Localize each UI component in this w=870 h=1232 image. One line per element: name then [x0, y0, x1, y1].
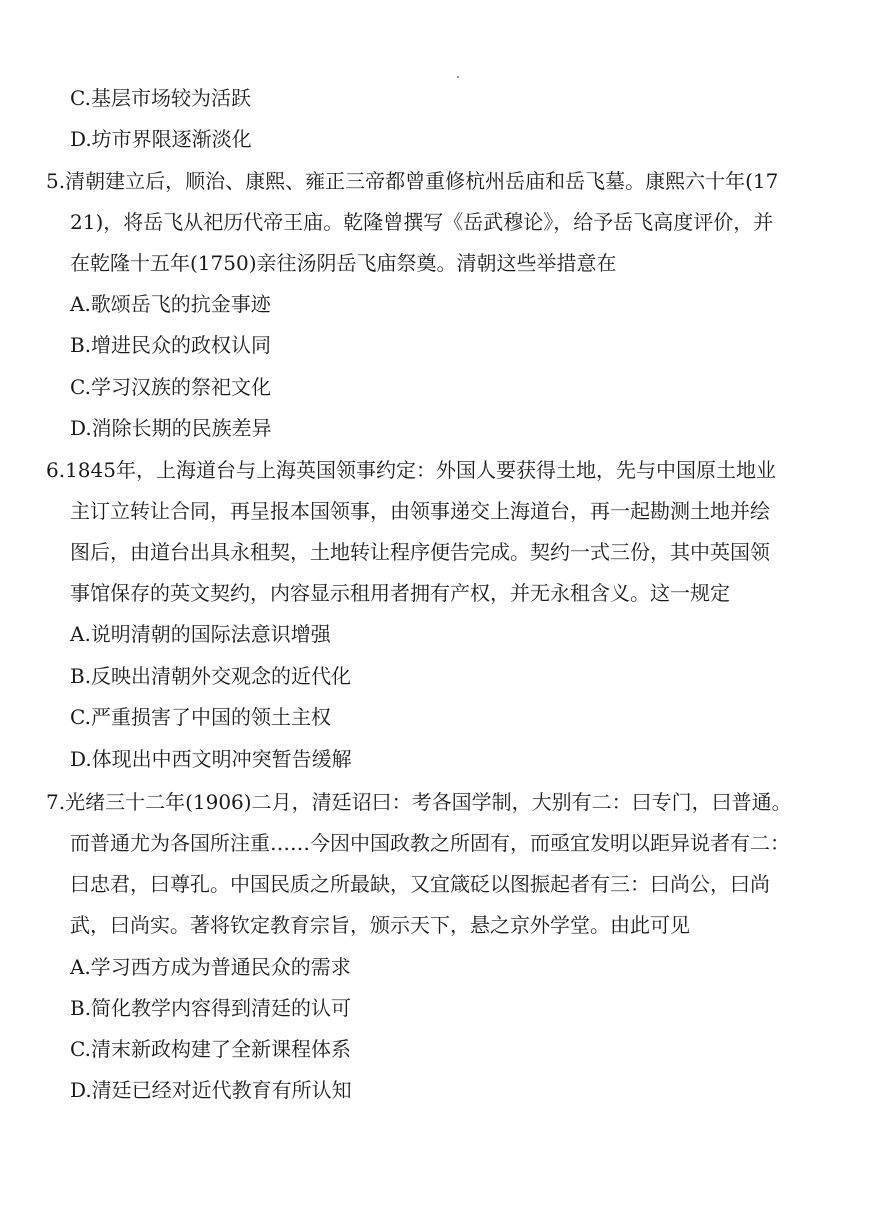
q6-stem-line-1: 6.1845年，上海道台与上海英国领事约定：外国人要获得土地，先与中国原土地业 [46, 458, 776, 482]
q7-stem-line-1: 7.光绪三十二年(1906)二月，清廷诏曰：考各国学制，大别有二：曰专门，曰普通。 [46, 790, 792, 814]
prev-option-c: C.基层市场较为活跃 [70, 86, 251, 110]
q7-stem-line-2: 而普通尤为各国所注重……今因中国政教之所固有，而亟宜发明以距异说者有二： [70, 831, 790, 855]
q5-option-b: B.增进民众的政权认同 [70, 333, 272, 357]
q7-option-b: B.简化教学内容得到清廷的认可 [70, 996, 352, 1020]
q6-option-c: C.严重损害了中国的领土主权 [70, 705, 331, 729]
q6-stem-line-3: 图后，由道台出具永租契，土地转让程序便告完成。契约一式三份，其中英国领 [70, 540, 770, 564]
q5-option-d: D.消除长期的民族差异 [70, 416, 272, 440]
q7-option-a: A.学习西方成为普通民众的需求 [70, 955, 351, 979]
q7-stem-line-4: 武，曰尚实。著将钦定教育宗旨，颁示天下，悬之京外学堂。由此可见 [70, 913, 690, 937]
q6-option-a: A.说明清朝的国际法意识增强 [70, 622, 331, 646]
q5-stem-line-1: 5.清朝建立后，顺治、康熙、雍正三帝都曾重修杭州岳庙和岳飞墓。康熙六十年(17 [46, 169, 779, 193]
q6-option-d: D.体现出中西文明冲突暂告缓解 [70, 747, 352, 771]
q5-stem-line-3: 在乾隆十五年(1750)亲往汤阴岳飞庙祭奠。清朝这些举措意在 [70, 251, 617, 275]
q6-stem-line-4: 事馆保存的英文契约，内容显示租用者拥有产权，并无永租含义。这一规定 [70, 581, 730, 605]
q7-option-c: C.清末新政构建了全新课程体系 [70, 1037, 351, 1061]
q7-option-d: D.清廷已经对近代教育有所认知 [70, 1078, 352, 1102]
q5-option-c: C.学习汉族的祭祀文化 [70, 375, 271, 399]
q6-stem-line-2: 主订立转让合同，再呈报本国领事，由领事递交上海道台，再一起勘测土地并绘 [70, 499, 770, 523]
q5-option-a: A.歌颂岳飞的抗金事迹 [70, 292, 271, 316]
q5-stem-line-2: 21)，将岳飞从祀历代帝王庙。乾隆曾撰写《岳武穆论》，给予岳飞高度评价，并 [70, 210, 774, 234]
q6-option-b: B.反映出清朝外交观念的近代化 [70, 664, 352, 688]
prev-option-d: D.坊市界限逐渐淡化 [70, 127, 252, 151]
q7-stem-line-3: 曰忠君，曰尊孔。中国民质之所最缺，又宜箴砭以图振起者有三：曰尚公，曰尚 [70, 872, 770, 896]
scan-speck [457, 76, 459, 78]
